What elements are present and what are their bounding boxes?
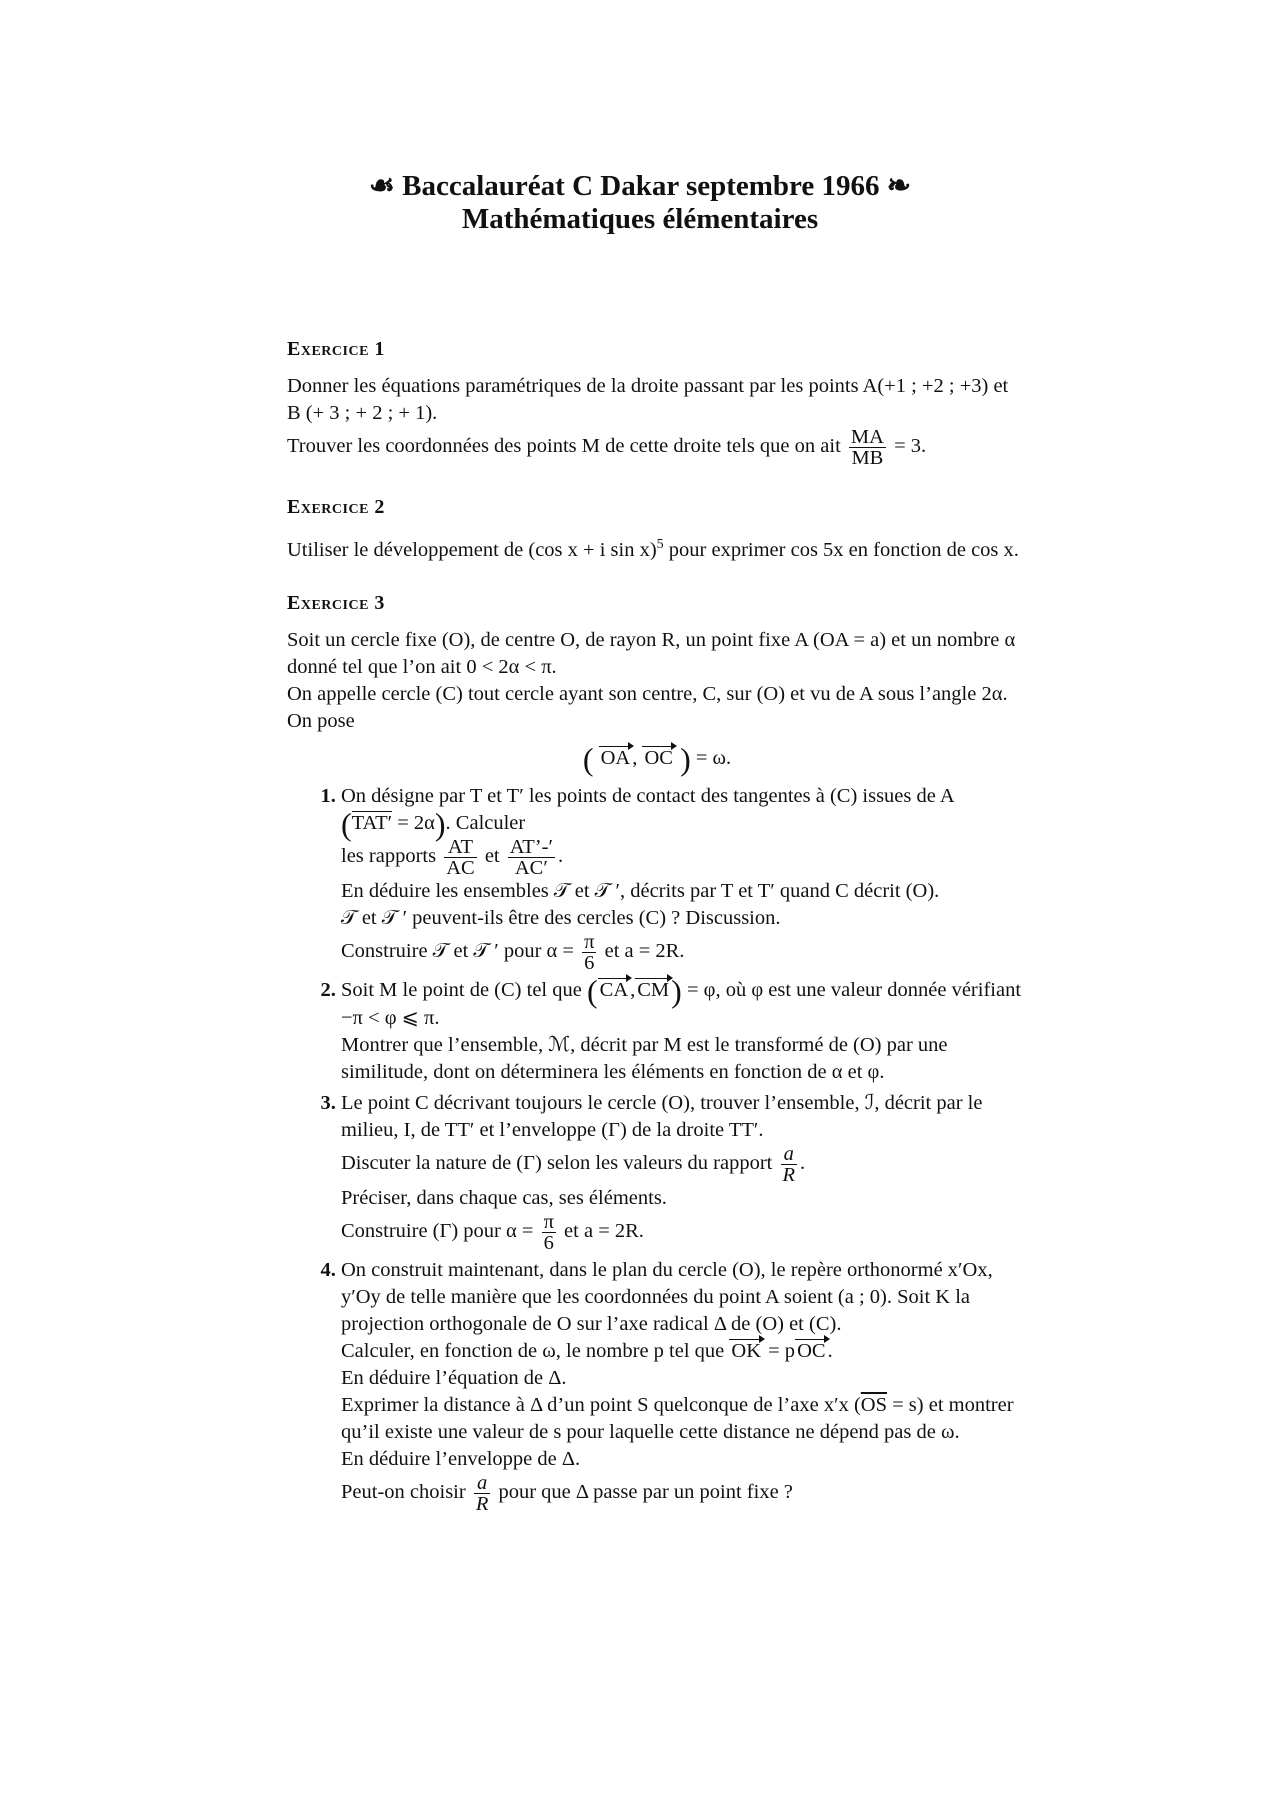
exercise-3 [287,590,1027,1514]
q2-line-2: Montrer que l’ensemble, ℳ, décrit par M est le transformé de (O) par une similitude, dont on déterminera les éléments en fonction de α et φ. [341,1034,948,1084]
vector-ca: CA [599,979,629,1002]
vector-oc: OC [644,746,673,769]
q1-line-4: En déduire les ensembles 𝒯 et 𝒯 ′, décrits par T et T′ quand C décrit (O). [341,880,940,903]
q3-line-3: Préciser, dans chaque cas, ses éléments. [341,1187,667,1210]
fraction-denominator: MB [851,447,884,469]
exercise-2-text [287,531,1027,564]
q4-line-4: Exprimer la distance à Δ d’un point S quelconque de l’axe x′x $(\overline{OS} = s)$ et montrer qu’il existe une valeur de s pour laquelle cette distance ne dépend pas de ω. [341,1394,1014,1444]
fraction-at-prime: $\frac{AT’-'}{AC'}$ [509,836,553,880]
exercise-1-title: Exercice 1 [287,338,385,360]
exercise-1-text: Trouver les coordonnées des points M de cette droite tels que on ait [287,435,841,458]
title-text: Baccalauréat C Dakar septembre 1966 [402,170,880,202]
angle-equation: ( OA, OC ) = ω. [582,740,732,777]
fraction-ma-mb [849,427,886,468]
vector-oc-2: OC [797,1340,826,1363]
q1-ratios-label: les rapports [341,845,437,868]
q1-et: et [484,845,500,868]
title-line-2: Mathématiques élémentaires [461,203,819,235]
q3-line-2: Discuter la nature de (Γ) selon les valeurs du rapport $\frac{a}{R}$ . [341,1143,806,1187]
exercise-3-intro-1: Soit un cercle fixe (O), de centre O, de rayon R, un point fixe A (OA = a) et un nombre α donné tel que l’on ait 0 < 2α < π. [287,628,1016,678]
exercise-3-intro-2: On appelle cercle (C) tout cercle ayant son centre, C, sur (O) et vu de A sous l’angle 2α. On pose [287,682,1008,732]
q1-calculate: . Calculer [445,811,526,834]
exercise-3-title: Exercice 3 [287,591,385,614]
fraction-pi-6: $\frac{\pi}{6}$ [584,931,595,975]
fraction-pi-6-b: $\frac{\pi}{6}$ [543,1211,554,1255]
q1-line-2: (TAT′ = 2α). Calculer [341,805,526,842]
fraction-numerator: MA [850,426,884,448]
q4-line-2: Calculer, en fonction de ω, le nombre p tel que OK = pOC. [341,1340,833,1363]
q4-line-3: En déduire l’équation de Δ. [341,1367,567,1390]
vector-oa: OA [600,746,631,769]
angle-tail: = 2α [397,811,435,834]
exercise-1-line-2 [287,427,1027,468]
equation-tail: = ω. [695,746,732,769]
document-title [0,170,1280,236]
fraction-a-r-b: $\frac{a}{R}$ [475,1472,489,1516]
q4-line-1: 4. On construit maintenant, dans le plan du cercle (O), le repère orthonormé x′Ox, y′Oy de telle manière que les coordonnées du point A soient (a ; 0). Soit K la projection orthogonale de O sur l’axe radical Δ de (O) et (C). [341,1259,993,1336]
question-4 [341,1257,1027,1514]
q1-line-5: 𝒯 et 𝒯 ′ peuvent-ils être des cercles (C) ? Discussion. [341,907,781,930]
exercise-2-text-b: pour exprimer cos 5x en fonction de cos x. [663,538,1019,561]
q4-line-6: Peut-on choisir $\frac{a}{R}$ pour que Δ passe par un point fixe ? [341,1472,793,1516]
ornament-left: ☙ [368,170,395,202]
question-2 [341,973,1027,1086]
angle-tat: TAT′ [351,811,393,834]
q4-line-5: En déduire l’enveloppe de Δ. [341,1448,581,1471]
exercise-1-line-1: Donner les équations paramétriques de la droite passant par les points A(+1 ; +2 ; +3) et B (+ 3 ; + 2 ; + 1). [287,375,1009,424]
exercise-1-equals: = 3. [894,435,927,458]
q1-line-1: 1. On désigne par T et T′ les points de contact des tangentes à (C) issues de A [341,784,955,807]
title-line-1 [0,170,1280,203]
question-list [287,783,1027,1515]
vector-cm: CM [637,979,670,1002]
q2-line-1: 2. Soit M le point de (C) tel que (CA,CM) = φ, où φ est une valeur donnée vérifiant −π < φ ⩽ π. [341,973,1022,1030]
ornament-right: ❧ [886,170,912,202]
exercise-1 [287,336,1027,468]
exponent: 5 [656,537,664,552]
document-body [287,336,1027,1540]
question-1 [341,783,1027,974]
exercise-2-title: Exercice 2 [287,496,385,518]
vector-ok: OK [731,1340,761,1363]
fraction-a-r: $\frac{a}{R}$ [782,1143,796,1187]
fraction-at-ac: $\frac{AT}{AC}$ [446,836,475,880]
q1-line-6: Construire 𝒯 et 𝒯 ′ pour α = $\frac{\pi}{6}$ et a = 2R. [341,931,685,975]
q3-line-4: Construire (Γ) pour α = $\frac{\pi}{6}$ et a = 2R. [341,1211,644,1255]
exercise-2 [287,494,1027,564]
question-3 [341,1090,1027,1253]
q3-line-1: 3. Le point C décrivant toujours le cercle (O), trouver l’ensemble, ℐ, décrit par le milieu, I, de TT′ et l’enveloppe (Γ) de la droite TT′. [341,1092,983,1142]
exercise-2-text-a: Utiliser le développement de (cos x + i sin x) [287,538,657,561]
q1-ratios: les rapports $\frac{AT}{AC}$ et $\frac{AT’-'}{AC'}$ . [341,836,564,880]
